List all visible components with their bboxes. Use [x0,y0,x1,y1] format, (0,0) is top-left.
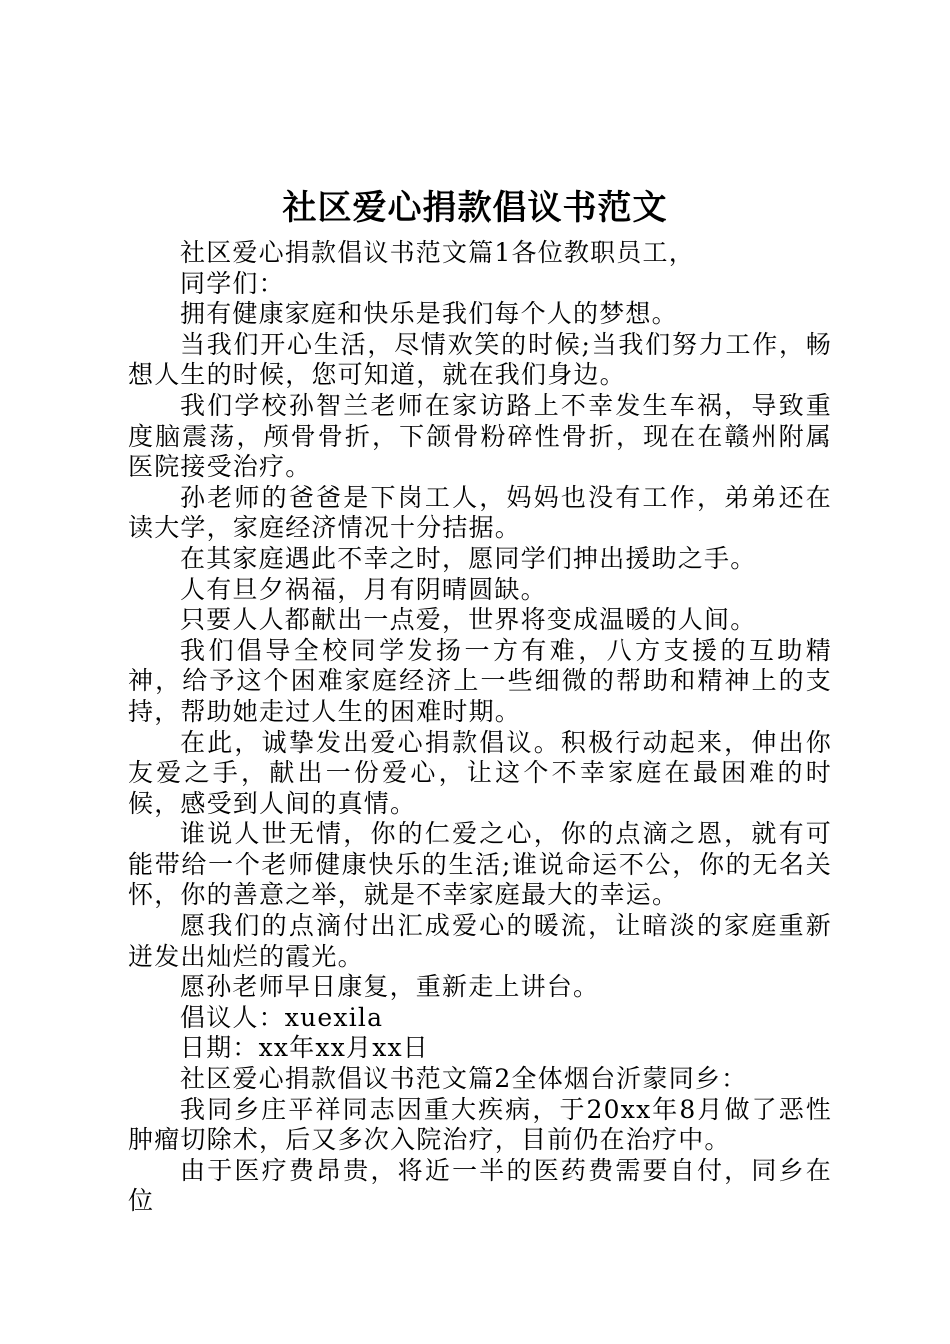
paragraph: 人有旦夕祸福，月有阴晴圆缺。 [180,574,547,604]
document-title: 社区爱心捐款倡议书范文 [282,188,668,228]
paragraph: 由于医疗费昂贵，将近一半的医药费需要自付，同乡在位 [128,1155,832,1216]
paragraph: 社区爱心捐款倡议书范文篇1各位教职员工， [180,238,695,267]
paragraph: 我同乡庄平祥同志因重大疾病，于20xx年8月做了恶性肿瘤切除术，后又多次入院治疗，目前仍在治疗中。 [128,1094,832,1155]
paragraph: 愿我们的点滴付出汇成爱心的暖流，让暗淡的家庭重新迸发出灿烂的霞光。 [128,911,832,971]
paragraph: 在其家庭遇此不幸之时，愿同学们抻出援助之手。 [180,543,757,573]
paragraph: 只要人人都献出一点爱，世界将变成温暖的人间。 [180,605,757,635]
paragraph: 社区爱心捐款倡议书范文篇2全体烟台沂蒙同乡： [180,1064,748,1094]
paragraph: 愿孙老师早日康复，重新走上讲台。 [180,972,600,1002]
paragraph: 谁说人世无情，你的仁爱之心，你的点滴之恩，就有可能带给一个老师健康快乐的生活;谁说命运不公，你的无名关怀，你的善意之举，就是不幸家庭最大的幸运。 [128,819,832,910]
paragraph: 孙老师的爸爸是下岗工人，妈妈也没有工作，弟弟还在读大学，家庭经济情况十分拮据。 [128,482,832,543]
document-body [128,238,832,1217]
paragraph: 拥有健康家庭和快乐是我们每个人的梦想。 [180,299,678,329]
paragraph: 同学们： [180,268,285,298]
paragraph: 我们学校孙智兰老师在家访路上不幸发生车祸，导致重度脑震荡，颅骨骨折，下颌骨粉碎性骨折，现在在赣州附属医院接受治疗。 [128,390,832,482]
date-line: 日期：xx年xx月xx日 [180,1033,429,1063]
paragraph: 当我们开心生活，尽情欢笑的时候;当我们努力工作，畅想人生的时候，您可知道，就在我们身边。 [128,329,832,390]
paragraph: 在此，诚挚发出爱心捐款倡议。积极行动起来，伸出你友爱之手，献出一份爱心，让这个不幸家庭在最困难的时候，感受到人间的真情。 [128,727,832,818]
paragraph: 我们倡导全校同学发扬一方有难，八方支援的互助精神，给予这个困难家庭经济上一些细微的帮助和精神上的支持，帮助她走过人生的困难时期。 [128,635,832,726]
signatory-line: 倡议人：xuexila [180,1002,384,1032]
